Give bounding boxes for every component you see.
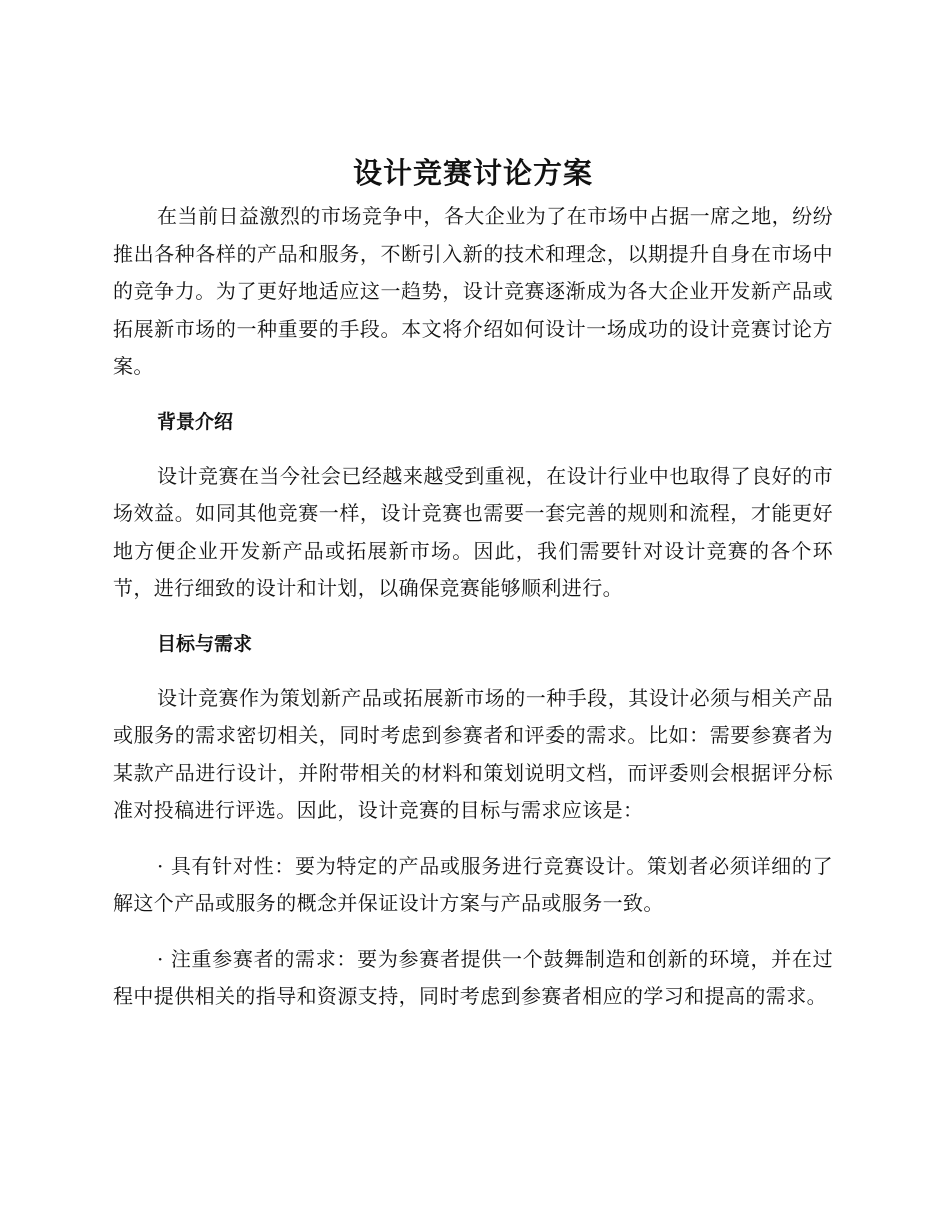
- goals-bullet-targeted: · 具有针对性：要为特定的产品或服务进行竞赛设计。策划者必须详细的了解这个产品或服务的概念并保证设计方案与产品或服务一致。: [113, 853, 833, 915]
- section-heading-goals: 目标与需求: [157, 632, 253, 655]
- document-page: [113, 150, 833, 1016]
- intro-paragraph: 在当前日益激烈的市场竞争中，各大企业为了在市场中占据一席之地，纷纷推出各种各样的产品和服务，不断引入新的技术和理念，以期提升自身在市场中的竞争力。为了更好地适应这一趋势，设计竞赛逐渐成为各大企业开发新产品或拓展新市场的一种重要的手段。本文将介绍如何设计一场成功的设计竞赛讨论方案。: [113, 204, 833, 378]
- goals-paragraph: 设计竞赛作为策划新产品或拓展新市场的一种手段，其设计必须与相关产品或服务的需求密切相关，同时考虑到参赛者和评委的需求。比如：需要参赛者为某款产品进行设计，并附带相关的材料和策划说明文档，而评委则会根据评分标准对投稿进行评选。因此，设计竞赛的目标与需求应该是：: [113, 685, 833, 822]
- section-heading-background: 背景介绍: [157, 410, 234, 433]
- document-title: 设计竞赛讨论方案: [352, 156, 593, 190]
- goals-bullet-participants: · 注重参赛者的需求：要为参赛者提供一个鼓舞制造和创新的环境，并在过程中提供相关的指导和资源支持，同时考虑到参赛者相应的学习和提高的需求。: [113, 946, 833, 1008]
- background-paragraph: 设计竞赛在当今社会已经越来越受到重视，在设计行业中也取得了良好的市场效益。如同其他竞赛一样，设计竞赛也需要一套完善的规则和流程，才能更好地方便企业开发新产品或拓展新市场。因此，我们需要针对设计竞赛的各个环节，进行细致的设计和计划，以确保竞赛能够顺利进行。: [113, 463, 833, 600]
